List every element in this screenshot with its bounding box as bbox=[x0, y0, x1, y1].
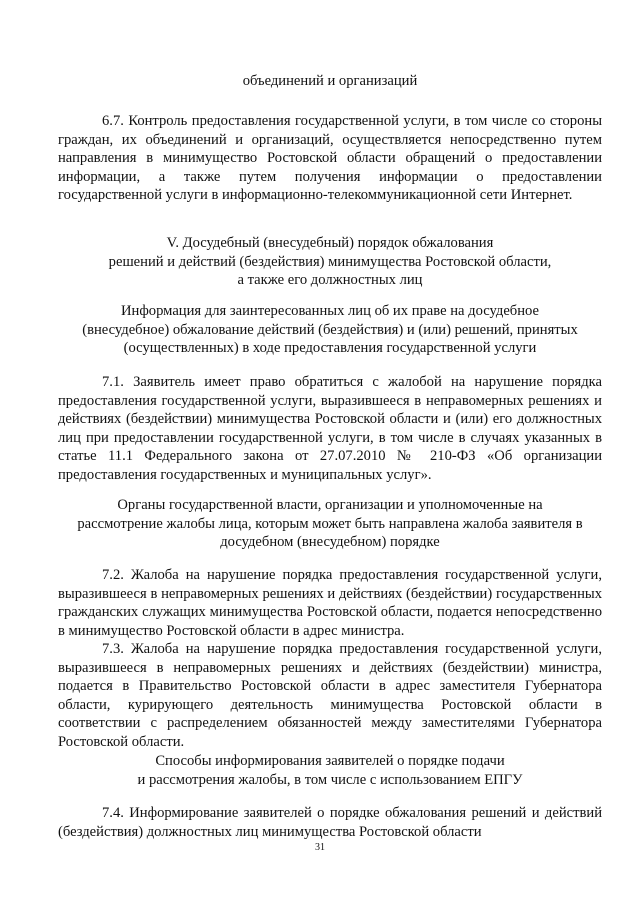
organs-heading-line1: Органы государственной власти, организации и уполномоченные на bbox=[117, 497, 543, 513]
page-number: 31 bbox=[315, 842, 325, 853]
info-heading bbox=[58, 302, 602, 358]
section-v-heading-line1: V. Досудебный (внесудебный) порядок обжалования bbox=[166, 235, 494, 251]
paragraph-7-3: 7.3. Жалоба на нарушение порядка предоставления государственной услуги, выразившееся в неправомерных решениях и действиях (бездействии) министра, подается в Правительство Ростовской области в адрес заместителя Губернатора области, курирующего деятельность минимущества Ростовской области в соответствии с распределением обязанностей между заместителями Губернатора Ростовской области. bbox=[58, 641, 602, 750]
section-v-heading-line3: а также его должностных лиц bbox=[237, 272, 423, 289]
organs-heading-line2: рассмотрение жалобы лица, которым может быть направлена жалоба заявителя в bbox=[77, 515, 583, 532]
info-heading-line3: (осуществленных) в ходе предоставления государственной услуги bbox=[123, 340, 537, 357]
info-heading-line1: Информация для заинтересованных лиц об их праве на досудебное bbox=[121, 303, 539, 319]
info-heading-line2: (внесудебное) обжалование действий (бездействия) и (или) решений, принятых bbox=[82, 321, 578, 338]
methods-heading-line2: и рассмотрения жалобы, в том числе с использованием ЕПГУ bbox=[137, 771, 523, 788]
paragraph-6-7: 6.7. Контроль предоставления государственной услуги, в том числе со стороны граждан, их объединений и организаций, осуществляется непосредственно путем направления в минимущество Ростовской области обращений о предоставлении информации, а также путем получения информации о предоставлении государственной услуги в информационно-телекоммуникационной сети Интернет. bbox=[58, 113, 602, 204]
paragraph-7-4: 7.4. Информирование заявителей о порядке обжалования решений и действий (бездействия) должностных лиц минимущества Ростовской области bbox=[58, 805, 602, 840]
section-v-heading bbox=[58, 234, 602, 290]
continuation-line: объединений и организаций bbox=[242, 73, 418, 89]
methods-heading bbox=[58, 752, 602, 789]
paragraph-7-2: 7.2. Жалоба на нарушение порядка предоставления государственной услуги, выразившееся в неправомерных решениях и действиях (бездействии) государственных гражданских служащих минимущества Ростовской области, подается непосредственно в минимущество Ростовской области в адрес министра. bbox=[58, 567, 602, 639]
paragraph-7-1: 7.1. Заявитель имеет право обратиться с жалобой на нарушение порядка предоставления государственной услуги, выразившееся в неправомерных решениях и действиях (бездействии) минимущества Ростовской области и (или) его должностных лиц при предоставлении государственной услуги, в том числе в случаях указанных в статье 11.1 Федерального закона от 27.07.2010 № 210-ФЗ «Об организации предоставления государственных и муниципальных услуг». bbox=[58, 374, 602, 483]
organs-heading bbox=[58, 496, 602, 552]
section-v-heading-line2: решений и действий (бездействия) минимущества Ростовской области, bbox=[108, 253, 552, 270]
methods-heading-line1: Способы информирования заявителей о порядке подачи bbox=[155, 753, 505, 769]
organs-heading-line3: досудебном (внесудебном) порядке bbox=[220, 534, 440, 551]
